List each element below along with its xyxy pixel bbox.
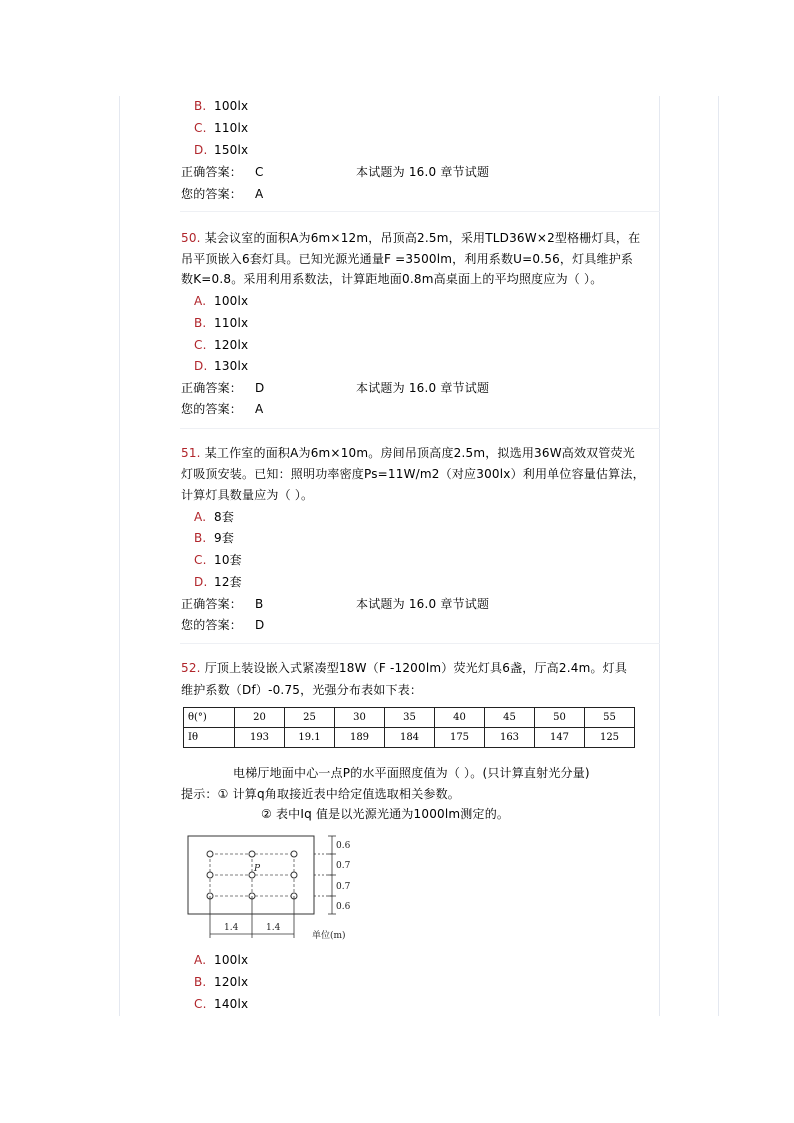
table-cell: 193 [235, 728, 285, 748]
question-50-line-2: 吊平顶嵌入6套灯具。已知光源光通量F =3500lm，利用系数U=0.56，灯具维护系 [181, 252, 634, 266]
table-cell: 163 [485, 728, 535, 748]
table-cell: 189 [335, 728, 385, 748]
option-b[interactable]: B. 100lx [194, 99, 249, 113]
option-b[interactable]: B. 110lx [194, 316, 249, 330]
option-c[interactable]: C. 10套 [194, 553, 242, 567]
question-51-line-2: 灯吸顶安装。已知：照明功率密度Ps=11W/m2（对应300lx）利用单位容量估算法， [181, 467, 645, 481]
table-cell: 50 [535, 708, 585, 728]
dimension-label: 0.7 [336, 882, 351, 892]
option-c[interactable]: C. 120lx [194, 338, 249, 352]
correct-answer-row: 正确答案： B 本试题为 16.0 章节试题 [181, 597, 490, 611]
option-b[interactable]: B. 9套 [194, 531, 235, 545]
separator [180, 643, 660, 644]
table-cell: 25 [285, 708, 335, 728]
option-a[interactable]: A. 8套 [194, 510, 235, 524]
question-52-line-1: 52. 厅顶上装设嵌入式紧凑型18W（F -1200lm）荧光灯具6盏，厅高2.4m。灯具 [181, 661, 628, 675]
your-answer-row: 您的答案： D [181, 618, 265, 632]
option-d[interactable]: D. 150lx [194, 143, 249, 157]
option-b[interactable]: B. 120lx [194, 975, 249, 989]
table-cell: 45 [485, 708, 535, 728]
lamp-icon [291, 872, 297, 878]
question-50-line-1: 50. 某会议室的面积A为6m×12m，吊顶高2.5m，采用TLD36W×2型格栅灯具，在 [181, 231, 641, 245]
question-50-line-3: 数K=0.8。采用利用系数法，计算距地面0.8m高桌面上的平均照度应为（ ）。 [181, 272, 603, 286]
point-p-label: P [254, 864, 261, 874]
floor-plan-diagram [186, 834, 356, 944]
lamp-icon [207, 872, 213, 878]
correct-answer-row: 正确答案： C 本试题为 16.0 章节试题 [181, 165, 490, 179]
table-cell: 147 [535, 728, 585, 748]
lamp-icon [291, 851, 297, 857]
question-52-hint-2: ② 表中Iq 值是以光源光通为1000lm测定的。 [261, 807, 510, 821]
content-right-border [659, 96, 660, 1016]
separator [180, 428, 660, 429]
dimension-label: 0.6 [336, 841, 351, 851]
table-row-label: Iθ [184, 728, 235, 748]
table-cell: 30 [335, 708, 385, 728]
right-border [718, 96, 719, 1016]
table-cell: 19.1 [285, 728, 335, 748]
table-cell: 40 [435, 708, 485, 728]
table-row-label: θ(°) [184, 708, 235, 728]
table-cell: 55 [585, 708, 635, 728]
dimension-label: 0.6 [336, 902, 351, 912]
dimension-label: 0.7 [336, 861, 351, 871]
unit-label: 单位(m) [312, 931, 346, 941]
table-cell: 20 [235, 708, 285, 728]
option-a[interactable]: A. 100lx [194, 294, 249, 308]
separator [180, 211, 660, 212]
your-answer-row: 您的答案： A [181, 402, 264, 416]
question-51-line-1: 51. 某工作室的面积A为6m×10m。房间吊顶高度2.5m，拟选用36W高效双管荧光 [181, 446, 635, 460]
question-52-line-2: 维护系数（Df）-0.75，光强分布表如下表： [181, 683, 423, 697]
table-cell: 184 [385, 728, 435, 748]
question-51-line-3: 计算灯具数量应为（ ）。 [181, 488, 314, 502]
table-cell: 35 [385, 708, 435, 728]
light-intensity-table [183, 707, 635, 748]
your-answer-row: 您的答案： A [181, 187, 264, 201]
table-row [184, 728, 635, 748]
dimension-label: 1.4 [266, 923, 281, 933]
option-c[interactable]: C. 110lx [194, 121, 249, 135]
option-d[interactable]: D. 12套 [194, 575, 242, 589]
dimension-label: 1.4 [224, 923, 239, 933]
option-c[interactable]: C. 140lx [194, 997, 249, 1011]
table-cell: 175 [435, 728, 485, 748]
lamp-icon [249, 851, 255, 857]
lamp-icon [207, 851, 213, 857]
option-a[interactable]: A. 100lx [194, 953, 249, 967]
question-52-prompt: 电梯厅地面中心一点P的水平面照度值为（ ）。(只计算直射光分量) [233, 766, 590, 780]
question-52-hint-1: 提示：① 计算q角取接近表中给定值选取相关参数。 [181, 787, 460, 801]
table-cell: 125 [585, 728, 635, 748]
left-border [119, 96, 120, 1016]
table-row [184, 708, 635, 728]
option-d[interactable]: D. 130lx [194, 359, 249, 373]
correct-answer-row: 正确答案： D 本试题为 16.0 章节试题 [181, 381, 490, 395]
